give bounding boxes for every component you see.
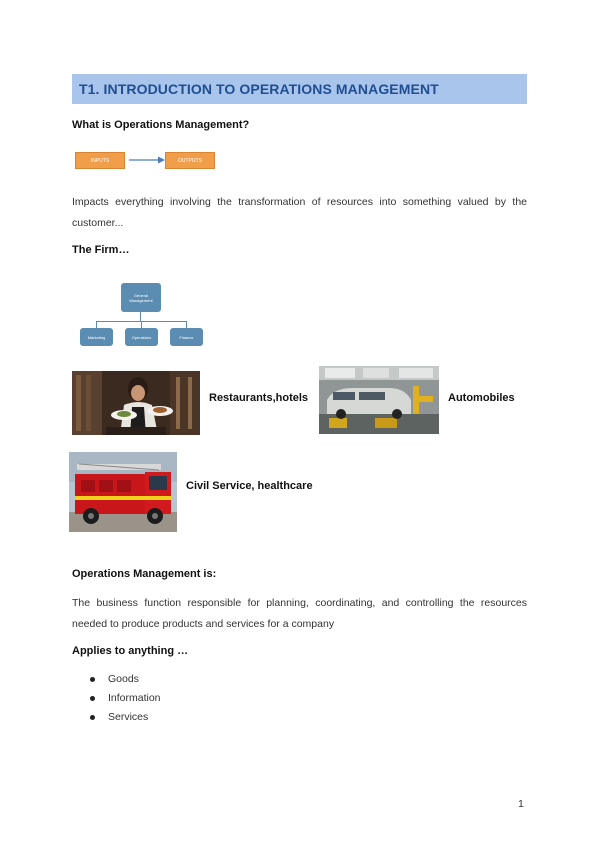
outputs-box: OUTPUTS bbox=[165, 152, 215, 169]
car-factory-photo bbox=[319, 366, 439, 434]
list-item: Information bbox=[90, 689, 290, 708]
input-output-diagram bbox=[75, 150, 215, 170]
fire-engine-photo bbox=[69, 452, 177, 532]
section3-paragraph: The business function responsible for planning, coordinating, and controlling the resources needed to produce products and services for a company bbox=[72, 597, 527, 630]
section1-paragraph: Impacts everything involving the transformation of resources into something valued by the customer... bbox=[72, 196, 527, 229]
list-item: Services bbox=[90, 708, 290, 727]
org-chart-child-box: Finance bbox=[170, 328, 203, 346]
arrow-right-icon bbox=[128, 153, 166, 167]
org-chart-connector bbox=[186, 321, 187, 328]
org-chart-child-box: Marketing bbox=[80, 328, 113, 346]
example-caption: Automobiles bbox=[448, 392, 515, 404]
example-caption: Civil Service, healthcare bbox=[186, 480, 313, 492]
page-title: T1. INTRODUCTION TO OPERATIONS MANAGEMENT bbox=[79, 81, 439, 97]
list-item: Goods bbox=[90, 670, 290, 689]
section-heading-the-firm: The Firm… bbox=[72, 244, 130, 256]
org-chart-connector bbox=[140, 312, 141, 321]
restaurant-photo bbox=[72, 371, 200, 435]
section-heading-om-is: Operations Management is: bbox=[72, 568, 217, 580]
org-chart-top-box: General Management bbox=[121, 283, 161, 312]
applies-to-list bbox=[90, 670, 290, 727]
example-caption: Restaurants,hotels bbox=[209, 392, 309, 404]
section-heading-applies-to: Applies to anything … bbox=[72, 645, 189, 657]
title-banner bbox=[72, 74, 527, 104]
org-chart bbox=[80, 282, 204, 348]
section-heading-what-is-om: What is Operations Management? bbox=[72, 119, 250, 131]
org-chart-connector bbox=[96, 321, 97, 328]
page-number: 1 bbox=[518, 798, 524, 810]
org-chart-connector bbox=[141, 321, 142, 328]
inputs-box: INPUTS bbox=[75, 152, 125, 169]
org-chart-child-box: Operations bbox=[125, 328, 158, 346]
